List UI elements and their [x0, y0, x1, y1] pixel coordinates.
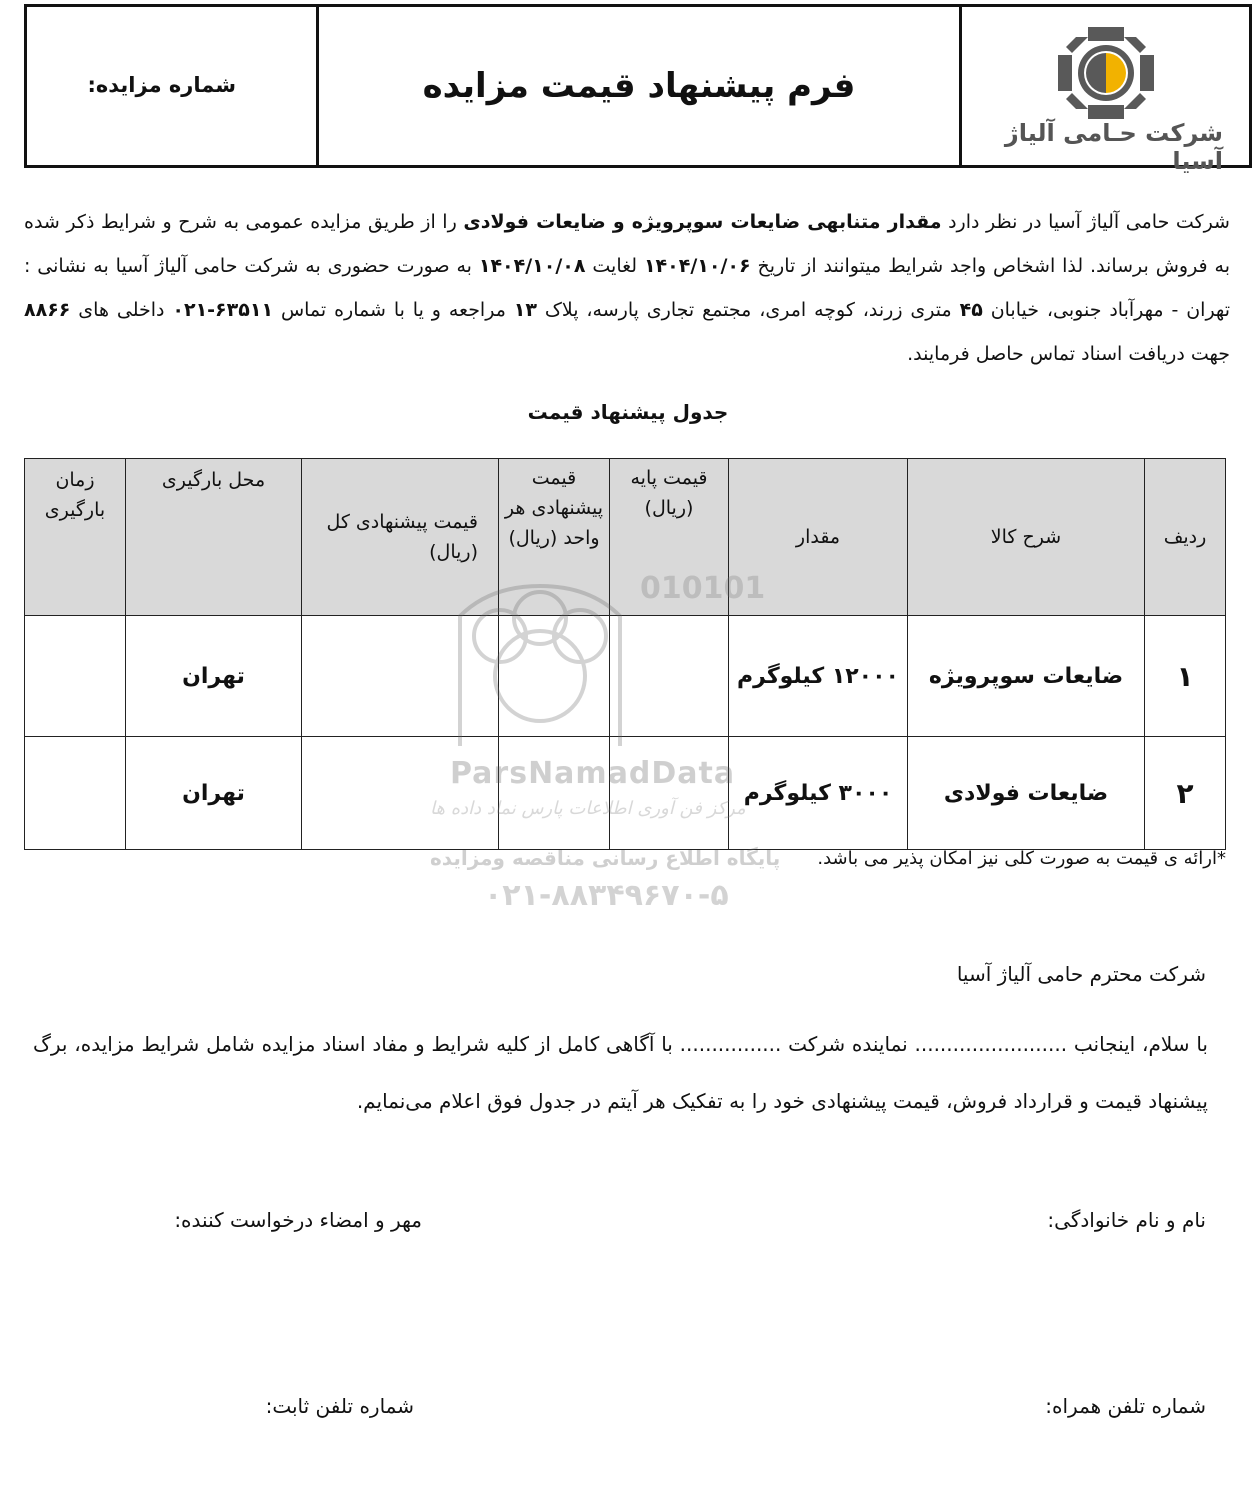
form-header	[24, 4, 1252, 175]
item-quantity: ۳۰۰۰ کیلوگرم	[729, 737, 908, 850]
company-logo-icon	[1058, 27, 1154, 119]
base-price-cell[interactable]	[610, 737, 729, 850]
table-header-row	[25, 459, 1226, 616]
extension-number: ۸۸۶۶	[24, 299, 71, 321]
table-note: *ارائه ی قیمت به صورت کلی نیز امکان پذیر می باشد.	[817, 848, 1226, 869]
mobile-field-label: شماره تلفن همراه:	[1045, 1394, 1206, 1418]
watermark-bits: 010101	[640, 571, 766, 606]
loading-time-cell[interactable]	[25, 737, 126, 850]
intro-text: داخلی های	[70, 299, 173, 321]
date-from: ۱۴۰۴/۱۰/۰۶	[643, 255, 751, 277]
total-price-cell[interactable]	[302, 737, 499, 850]
intro-text: به صورت حضوری به شرکت حامی آلیاژ آسیا به نشانی : تهران - مهرآباد جنوبی، خیابان	[24, 255, 1230, 321]
intro-text: جهت دریافت اسناد تماس حاصل فرمایند.	[907, 343, 1230, 365]
form-title: فرم پیشنهاد قیمت مزایده	[422, 66, 856, 106]
watermark-subtitle: مرکز فن آوری اطلاعات پارس نماد داده ها	[430, 798, 746, 819]
total-price-cell[interactable]	[302, 616, 499, 737]
col-loading-time: زمان بارگیری	[25, 459, 126, 616]
company-logo-cell	[959, 7, 1249, 175]
item-description: ضایعات سوپرویژه	[908, 616, 1145, 737]
intro-text: را از طریق مزایده عمومی به شرح و شرایط ذکر شده به فروش برساند. لذا اشخاص واجد شرایط میتوانند از تاریخ	[24, 211, 1230, 277]
row-number: ۱	[1145, 616, 1226, 737]
loading-time-cell[interactable]	[25, 616, 126, 737]
intro-paragraph	[24, 200, 1230, 376]
watermark-phone: ۰۲۱-۸۸۳۴۹۶۷۰-۵	[484, 878, 729, 913]
table-title: جدول پیشنهاد قیمت	[527, 400, 729, 424]
auction-number-cell	[27, 7, 316, 165]
intro-text: مراجعه و یا با شماره تماس	[273, 299, 514, 321]
col-total-price: قیمت پیشنهادی کل (ریال)	[302, 459, 499, 616]
name-field-label: نام و نام خانوادگی:	[1047, 1208, 1206, 1232]
intro-text: شرکت حامی آلیاژ آسیا در نظر دارد	[941, 211, 1230, 233]
plaque-number: ۱۳	[513, 299, 537, 321]
intro-text: متری زرند، کوچه امری، مجتمع تجاری پارسه، پلاک	[536, 299, 960, 321]
auction-number-label: شماره مزایده:	[87, 73, 236, 97]
landline-field-label: شماره تلفن ثابت:	[265, 1394, 414, 1418]
base-price-cell[interactable]	[610, 616, 729, 737]
col-qty: مقدار	[729, 459, 908, 616]
unit-price-cell[interactable]	[499, 616, 610, 737]
letter-body: با سلام، اینجانب ........................ نماینده شرکت ................ با آگاهی کامل از کلیه شرایط و مفاد اسناد مزایده شامل شرایط مزایده، برگ پیشنهاد قیمت و قرارداد فروش، قیمت پیشنهادی خود را به تفکیک هر آیتم در جدول فوق اعلام می‌نمایم.	[33, 1032, 1208, 1113]
loading-place: تهران	[126, 737, 302, 850]
item-quantity: ۱۲۰۰۰ کیلوگرم	[729, 616, 908, 737]
col-loading-place: محل بارگیری	[126, 459, 302, 616]
loading-place: تهران	[126, 616, 302, 737]
letter-salutation: شرکت محترم حامی آلیاژ آسیا	[956, 962, 1206, 986]
unit-price-cell[interactable]	[499, 737, 610, 850]
watermark-name: ParsNamadData	[450, 756, 736, 791]
street-number: ۴۵	[959, 299, 983, 321]
date-to: ۱۴۰۴/۱۰/۰۸	[478, 255, 586, 277]
phone-number: ۰۲۱-۶۳۵۱۱	[172, 299, 274, 321]
intro-bold: مقدار متنابهی ضایعات سوپرویژه و ضایعات فولادی	[463, 211, 942, 233]
title-cell	[316, 7, 959, 165]
table-row	[25, 737, 1226, 850]
price-table	[24, 458, 1226, 850]
col-desc: شرح کالا	[908, 459, 1145, 616]
row-number: ۲	[1145, 737, 1226, 850]
item-description: ضایعات فولادی	[908, 737, 1145, 850]
seal-field-label: مهر و امضاء درخواست کننده:	[174, 1208, 422, 1232]
col-row: ردیف	[1145, 459, 1226, 616]
company-name: شرکت حـامی آلیاژ آسیا	[1004, 119, 1223, 175]
col-base-price: قیمت پایه (ریال)	[610, 459, 729, 616]
table-row	[25, 616, 1226, 737]
col-unit-price: قیمت پیشنهادی هر واحد (ریال)	[499, 459, 610, 616]
intro-text: لغایت	[585, 255, 644, 277]
watermark-site: پایگاه اطلاع رسانی مناقصه ومزایده	[430, 846, 781, 870]
